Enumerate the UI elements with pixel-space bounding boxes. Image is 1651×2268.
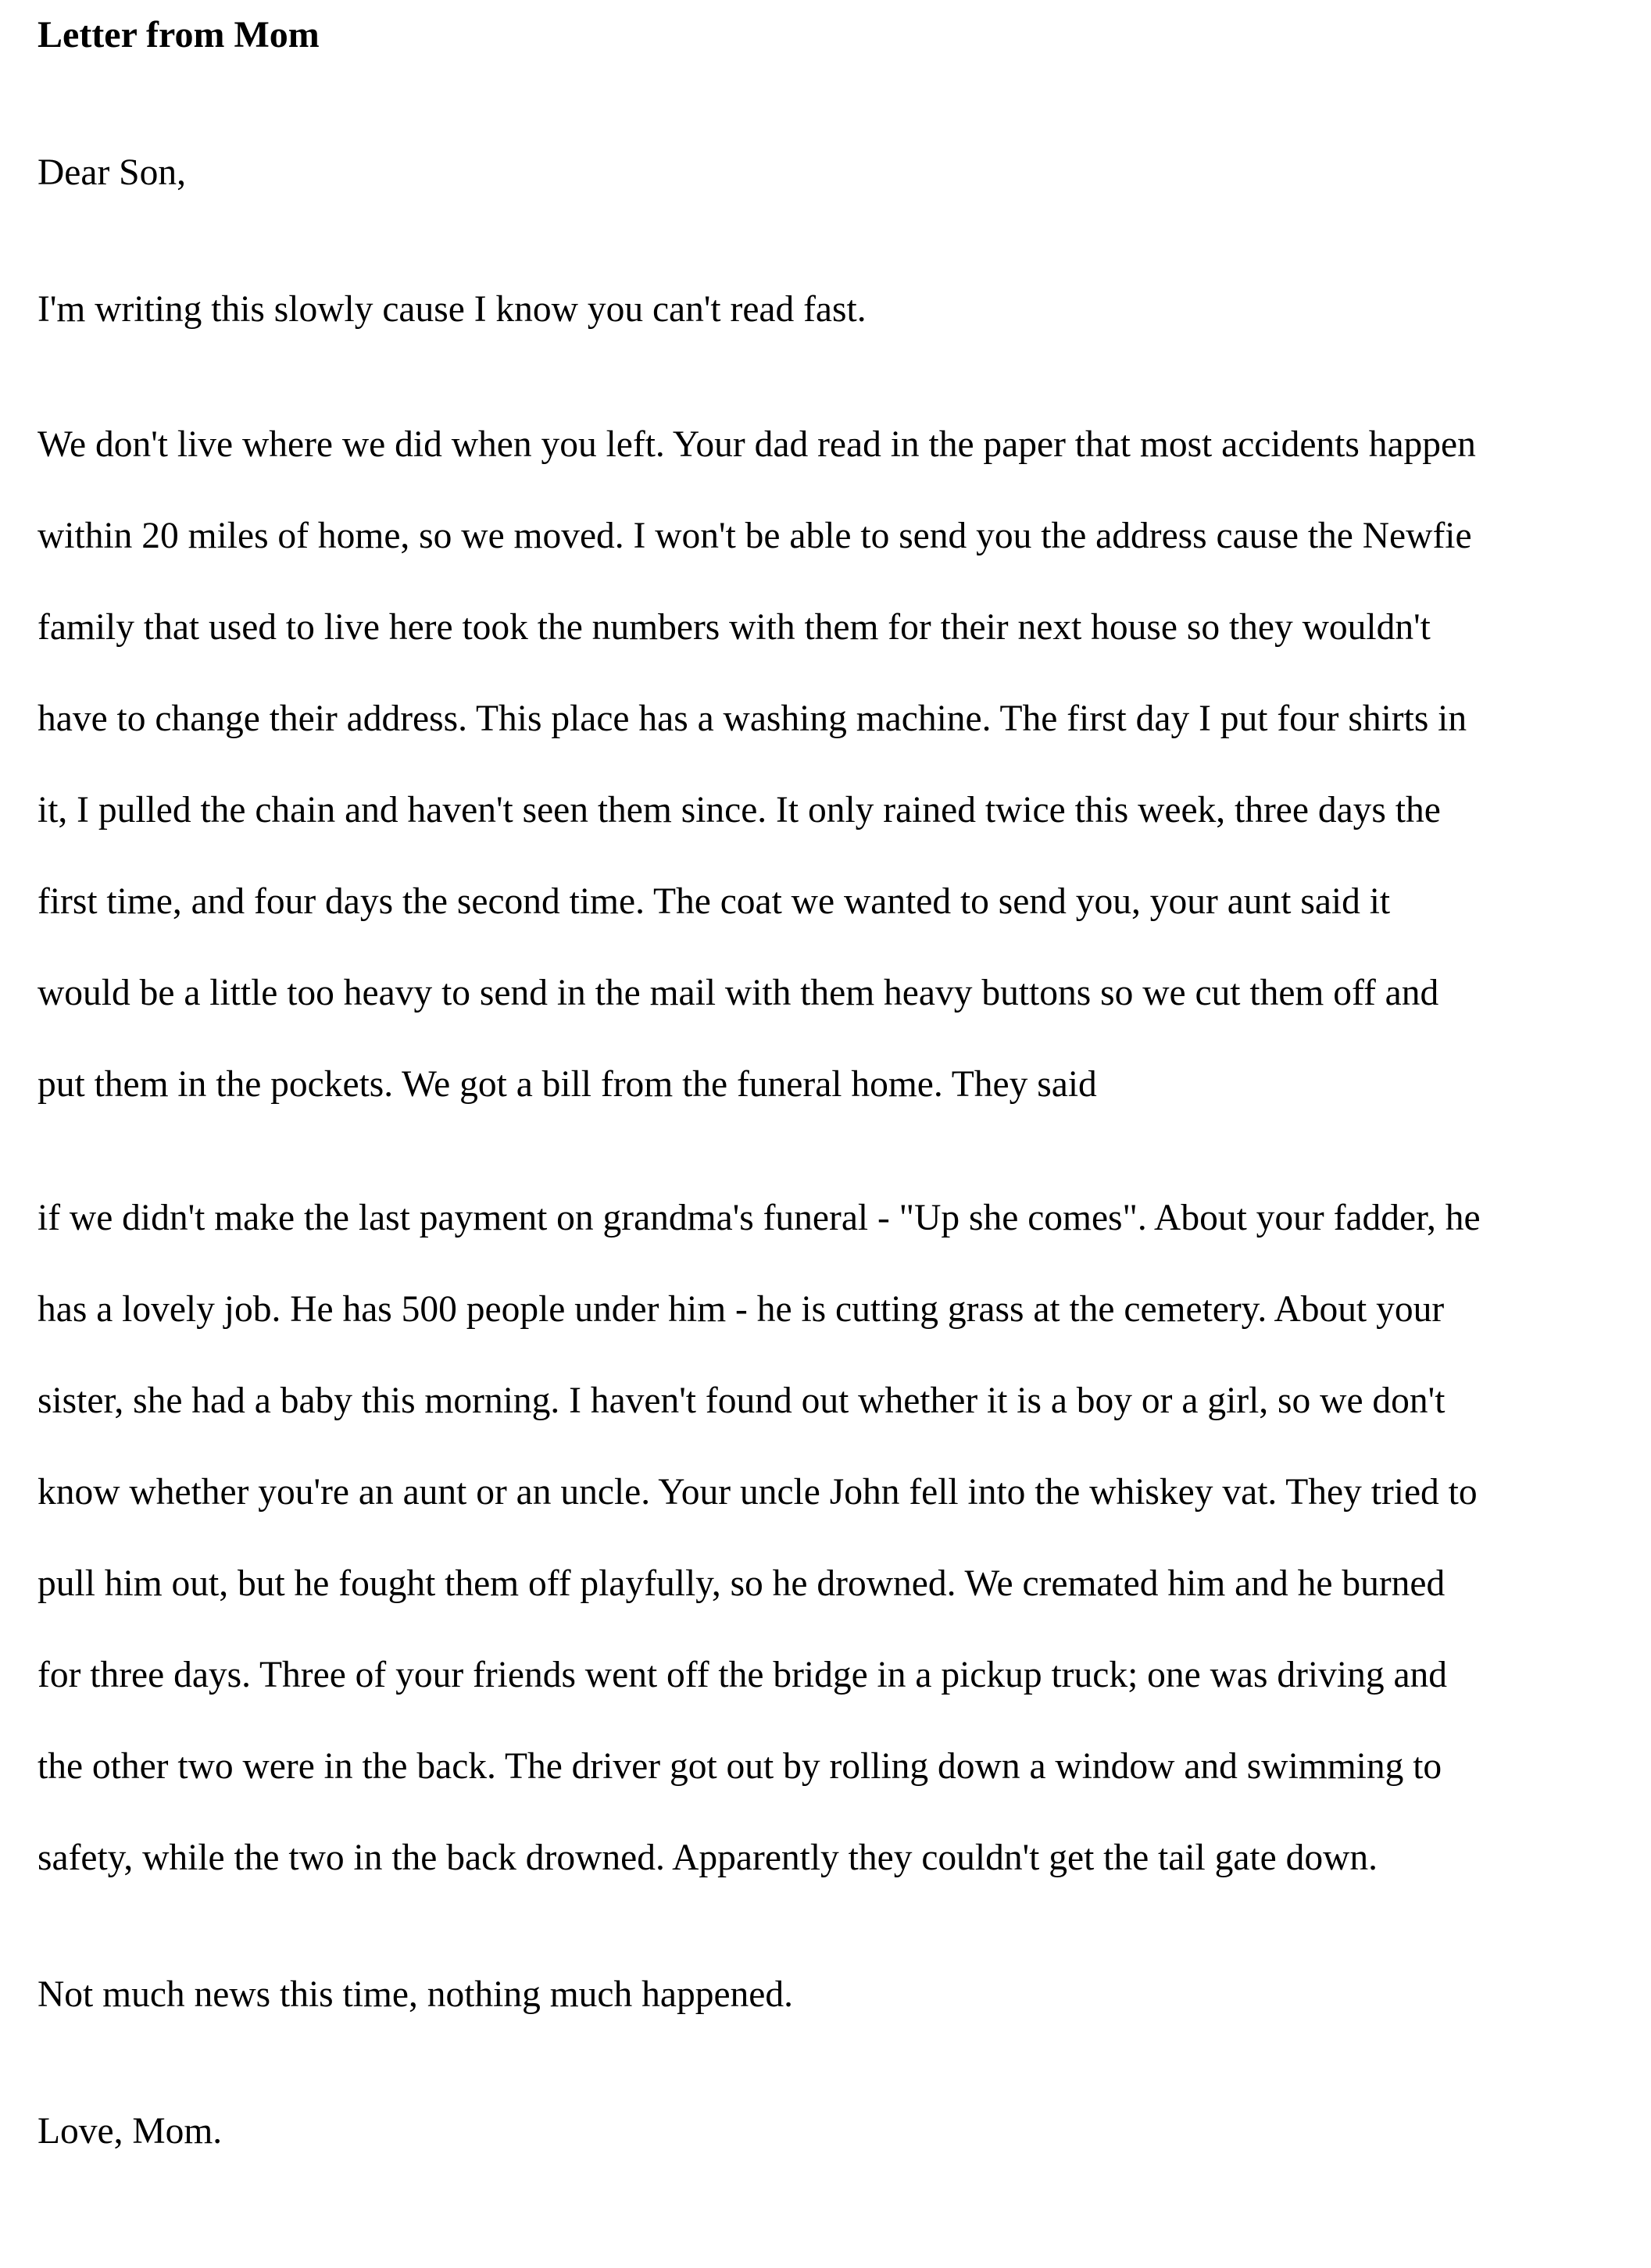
paragraph-line: We don't live where we did when you left. Your dad read in the paper that most accidents happen <box>38 424 1476 465</box>
paragraph-line: know whether you're an aunt or an uncle. Your uncle John fell into the whiskey vat. They tried to <box>38 1472 1478 1513</box>
salutation: Dear Son, <box>38 152 186 193</box>
paragraph-line: if we didn't make the last payment on grandma's funeral - "Up she comes". About your fadder, he <box>38 1198 1481 1238</box>
paragraph-line: pull him out, but he fought them off playfully, so he drowned. We cremated him and he burned <box>38 1563 1446 1604</box>
letter-title: Letter from Mom <box>38 14 320 55</box>
paragraph-line: it, I pulled the chain and haven't seen them since. It only rained twice this week, three days the <box>38 790 1441 830</box>
paragraph-line: put them in the pockets. We got a bill from the funeral home. They said <box>38 1064 1097 1105</box>
opening-line: I'm writing this slowly cause I know you can't read fast. <box>38 289 867 330</box>
paragraph-line: first time, and four days the second time. The coat we wanted to send you, your aunt said it <box>38 881 1391 922</box>
paragraph-line: safety, while the two in the back drowned. Apparently they couldn't get the tail gate down. <box>38 1838 1378 1878</box>
paragraph-line: sister, she had a baby this morning. I haven't found out whether it is a boy or a girl, so we don't <box>38 1380 1446 1421</box>
paragraph-line: would be a little too heavy to send in the mail with them heavy buttons so we cut them off and <box>38 973 1439 1013</box>
paragraph-line: within 20 miles of home, so we moved. I won't be able to send you the address cause the Newfie <box>38 516 1472 556</box>
paragraph-line: has a lovely job. He has 500 people under him - he is cutting grass at the cemetery. About your <box>38 1289 1445 1330</box>
paragraph-line: have to change their address. This place has a washing machine. The first day I put four shirts in <box>38 698 1467 739</box>
paragraph-line: family that used to live here took the numbers with them for their next house so they wouldn't <box>38 607 1431 648</box>
paragraph-line: for three days. Three of your friends went off the bridge in a pickup truck; one was driving and <box>38 1655 1448 1695</box>
paragraph-line: the other two were in the back. The driver got out by rolling down a window and swimming to <box>38 1746 1442 1787</box>
closing-note: Not much news this time, nothing much happened. <box>38 1974 794 2015</box>
signature: Love, Mom. <box>38 2111 223 2152</box>
